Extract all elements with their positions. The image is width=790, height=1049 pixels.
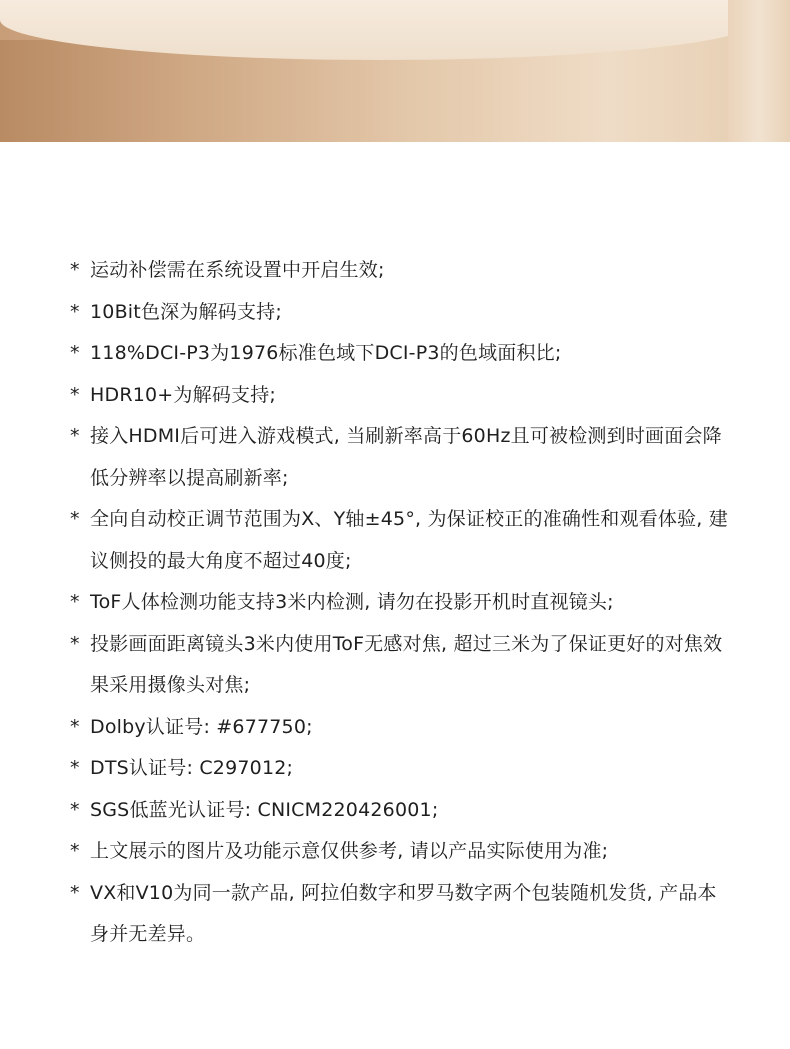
footnote-marker: * [70,798,80,821]
footnote-marker: * [70,881,80,904]
footnote-text: 接入HDMI后可进入游戏模式, 当刷新率高于60Hz且可被检测到时画面会降低分辨率以提高刷新率; [90,425,722,489]
footnote-item [70,375,730,417]
footnote-item [70,292,730,334]
footnote-item [70,748,730,790]
footnote-item [70,831,730,873]
footnote-item [70,250,730,292]
footnote-marker: * [70,715,80,738]
hero-image [0,0,790,142]
footnote-marker: * [70,342,80,364]
footnote-marker: * [70,840,80,862]
footnote-text: DTS认证号: C297012; [90,757,294,779]
footnote-text: 118%DCI-P3为1976标准色域下DCI-P3的色域面积比; [90,342,562,364]
footnote-text: 10Bit色深为解码支持; [90,300,282,323]
footnote-text: VX和V10为同一款产品, 阿拉伯数字和罗马数字两个包装随机发货, 产品本身并无差异。 [90,881,717,945]
footnote-marker: * [70,383,80,406]
footnote-item [70,582,730,624]
footnote-item [70,333,730,375]
footnote-marker: * [70,425,80,447]
footnote-item [70,416,730,499]
footnote-list [0,250,790,956]
footnote-text: 上文展示的图片及功能示意仅供参考, 请以产品实际使用为准; [90,840,609,862]
footnote-text: 全向自动校正调节范围为X、Y轴±45°, 为保证校正的准确性和观看体验, 建议侧投的最大角度不超过40度; [90,508,728,572]
footnote-marker: * [70,757,80,779]
footnote-item [70,790,730,832]
pedestal-edge [728,0,790,142]
footnote-item [70,873,730,956]
footnote-text: 运动补偿需在系统设置中开启生效; [90,259,385,281]
footnote-marker: * [70,632,80,655]
footnote-text: SGS低蓝光认证号: CNICM220426001; [90,798,439,821]
footnote-item [70,499,730,582]
footnote-text: Dolby认证号: #677750; [90,715,313,738]
footnote-item [70,707,730,749]
footnote-item [70,624,730,707]
footnote-text: 投影画面距离镜头3米内使用ToF无感对焦, 超过三米为了保证更好的对焦效果采用摄像头对焦; [90,632,723,696]
footnote-marker: * [70,508,80,530]
footnote-text: HDR10+为解码支持; [90,383,277,406]
footnote-text: ToF人体检测功能支持3米内检测, 请勿在投影开机时直视镜头; [90,591,614,613]
footnote-marker: * [70,591,80,613]
footnote-marker: * [70,300,80,323]
footnote-marker: * [70,259,80,281]
